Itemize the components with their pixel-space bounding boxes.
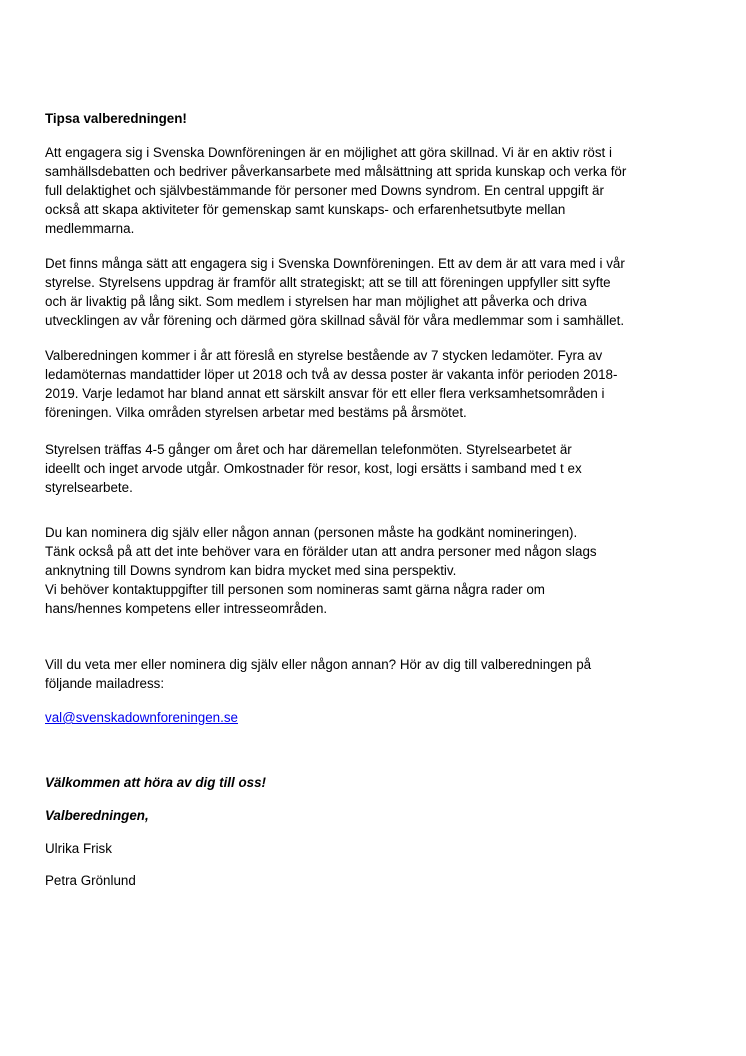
signature-name-2: Petra Grönlund: [45, 873, 136, 888]
paragraph-intro: Att engagera sig i Svenska Downföreningen är en möjlighet att göra skillnad. Vi är en aktiv röst i samhällsdebatten och bedriver påverkansarbete med målsättning att sprida kunskap och verka för full delaktighet och självbestämmande för personer med Downs syndrom. En central uppgift är också att skapa aktiviteter för gemenskap samt kunskaps- och erfarenhetsutbyte mellan medlemmarna.: [45, 145, 627, 236]
email-link[interactable]: val@svenskadownforeningen.se: [45, 710, 238, 725]
paragraph-nominate: Du kan nominera dig själv eller någon annan (personen måste ha godkänt nomineringen). Tänk också på att det inte behöver vara en förälder utan att andra personer med någon slags anknytning till Downs syndrom kan bidra mycket med sina perspektiv. Vi behöver kontaktuppgifter till personen som nomineras samt gärna några rader om hans/hennes kompetens eller intresseområden.: [45, 525, 597, 616]
document-title: Tipsa valberedningen!: [45, 111, 187, 126]
paragraph-board: Det finns många sätt att engagera sig i Svenska Downföreningen. Ett av dem är att vara med i vår styrelse. Styrelsens uppdrag är framför allt strategiskt; att se till att föreningen uppfyller sitt syfte och är livaktig på lång sikt. Som medlem i styrelsen har man möjlighet att påverka och driva utvecklingen av vår förening och därmed göra skillnad såväl för våra medlemmar som i samhället.: [45, 256, 625, 328]
paragraph-nomination-committee: Valberedningen kommer i år att föreslå en styrelse bestående av 7 stycken ledamöter. Fyra av ledamöternas mandattider löper ut 2018 och två av dessa poster är vakanta inför perioden 2018- 2019. Varje ledamot har bland annat ett särskilt ansvar för ett eller flera verksamhetsområden i föreningen. Vilka områden styrelsen arbetar med bestäms på årsmötet.: [45, 348, 618, 420]
email-line: [45, 708, 238, 727]
signature-committee: Valberedningen,: [45, 808, 149, 823]
closing-greeting: Välkommen att höra av dig till oss!: [45, 775, 266, 790]
signature-name-1: Ulrika Frisk: [45, 841, 112, 856]
paragraph-contact: Vill du veta mer eller nominera dig själv eller någon annan? Hör av dig till valberedningen på följande mailadress:: [45, 657, 592, 691]
paragraph-meetings: Styrelsen träffas 4-5 gånger om året och har däremellan telefonmöten. Styrelsearbetet är ideellt och inget arvode utgår. Omkostnader för resor, kost, logi ersätts i samband med t ex styrelsearbete.: [45, 442, 582, 495]
